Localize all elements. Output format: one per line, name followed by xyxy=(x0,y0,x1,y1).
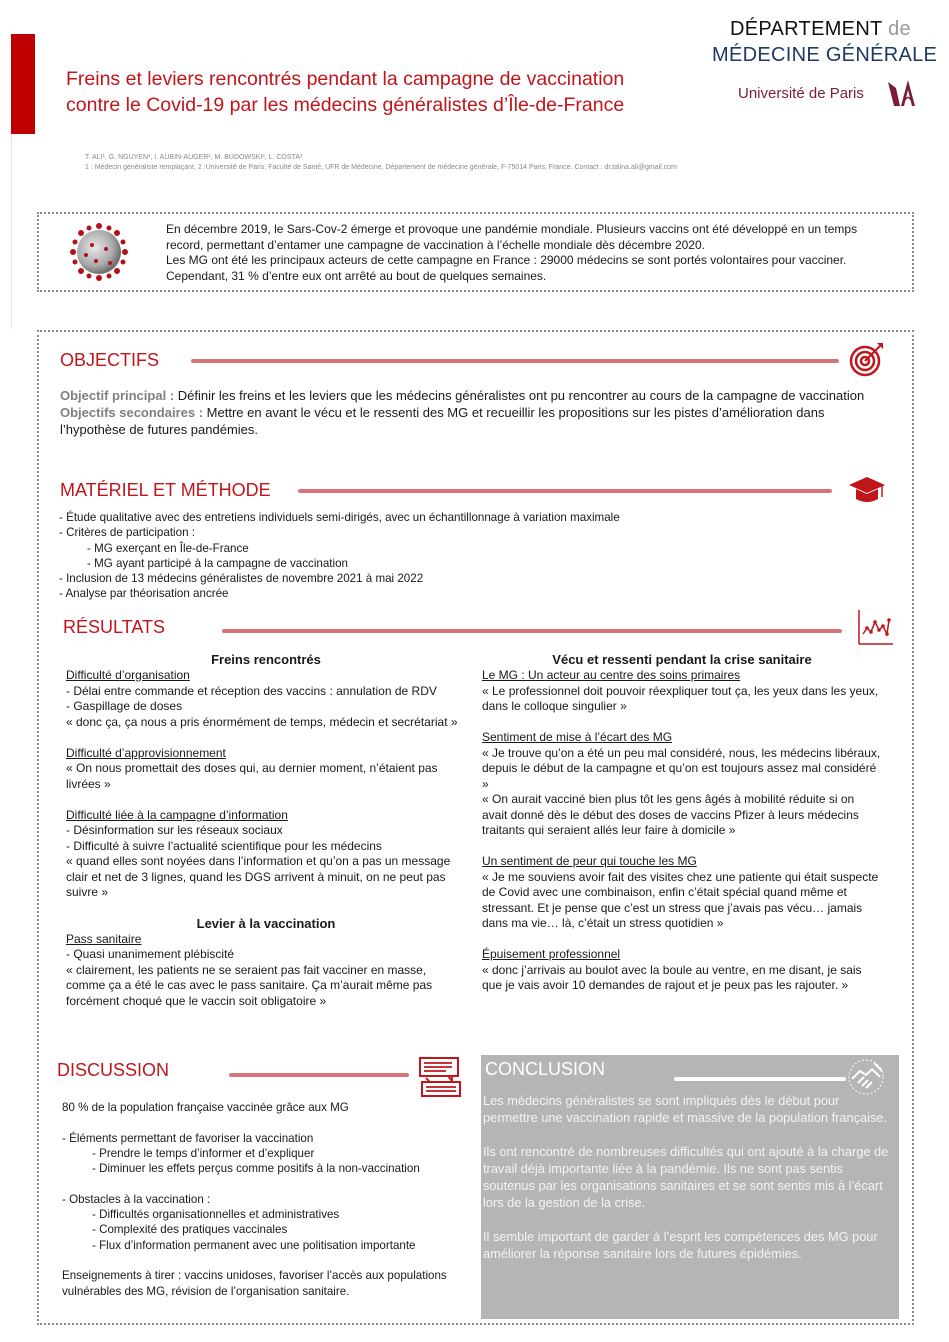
methode-item: - Critères de participation : xyxy=(59,526,195,540)
levier-heading: Levier à la vaccination xyxy=(196,915,336,931)
vecu-quote: « donc j’arrivais au boulot avec la boule au ventre, en me disant, je sais que je vais avoir 10 demandes de rajout et je peux pas les rajouter. » xyxy=(482,962,862,992)
chat-bubbles-icon xyxy=(418,1056,462,1098)
intro-text xyxy=(166,222,906,284)
conclusion-rule xyxy=(674,1077,846,1081)
freins-line: - Gaspillage de doses xyxy=(66,699,183,713)
freins-line: - Délai entre commande et réception des vaccins : annulation de RDV xyxy=(66,683,437,698)
affiliations-line: 1 : Médecin généraliste remplaçant, 2 :Université de Paris, Faculté de Santé, UFR de Médecine, Département de médecine générale, F-75014 Paris, France. Contact : dr.talina.ali@gmail.com xyxy=(85,163,677,171)
logo-line-1 xyxy=(730,18,911,41)
freins-line: - Difficulté à suivre l’actualité scientifique pour les médecins xyxy=(66,838,382,853)
levier-subtitle: Pass sanitaire xyxy=(66,931,142,946)
levier-quote: « clairement, les patients ne se seraient pas fait vacciner en masse, comme ça a été le cas avec le pass sanitaire. Ça m’aurait même pas forcément choqué que le vaccin soit obligatoire » xyxy=(66,962,433,1008)
methode-subitem: - MG exerçant en Île-de-France xyxy=(87,541,249,555)
left-divider xyxy=(11,134,12,329)
handshake-icon xyxy=(846,1057,886,1097)
discussion-subitem: - Difficultés organisationnelles et administratives xyxy=(92,1208,340,1222)
resultats-rule xyxy=(222,629,842,633)
discussion-obstacles-label: - Obstacles à la vaccination : xyxy=(62,1192,211,1206)
objectifs-text xyxy=(60,387,880,438)
discussion-subitem: - Prendre le temps d’informer et d’expliquer xyxy=(92,1146,315,1160)
freins-subtitle: Difficulté liée à la campagne d’information xyxy=(66,807,288,822)
graduation-cap-icon xyxy=(848,475,886,505)
discussion-subitem: - Flux d’information permanent avec une politisation importante xyxy=(92,1238,416,1252)
poster-title xyxy=(66,66,706,118)
freins-quote: « donc ça, ça nous a pris énormément de temps, médecin et secrétariat » xyxy=(66,714,458,729)
resultats-vecu-column xyxy=(482,652,882,994)
objectif-principal-label: Objectif principal : xyxy=(60,388,175,403)
intro-line: Cependant, 31 % d’entre eux ont arrêté au bout de quelques semaines. xyxy=(166,268,547,283)
levier-line: - Quasi unanimement plébiscité xyxy=(66,947,235,961)
freins-quote: « quand elles sont noyées dans l’information et qu’on a pas un message clair et net de 3 lignes, quand les DGS arrivent à minuit, on ne peut pas suivre » xyxy=(66,854,451,899)
methode-item: - Analyse par théorisation ancrée xyxy=(59,587,229,601)
title-line-2: contre le Covid-19 par les médecins généralistes d’Île-de-France xyxy=(66,94,625,116)
objectifs-secondaires-text: Mettre en avant le vécu et le ressenti des MG et recueillir les propositions sur les pistes d’amélioration dans l’hypothèse de futures pandémies. xyxy=(60,405,825,437)
freins-line: - Désinformation sur les réseaux sociaux xyxy=(66,823,283,837)
vecu-subtitle: Sentiment de mise à l’écart des MG xyxy=(482,730,673,744)
objectifs-secondaires-label: Objectifs secondaires : xyxy=(60,405,204,420)
freins-subtitle: Difficulté d’approvisionnement xyxy=(66,745,226,760)
intro-line: record, permettant d’entamer une campagne de vaccination à l’échelle mondiale dès décembre 2020. xyxy=(166,237,705,252)
vecu-heading: Vécu et ressenti pendant la crise sanitaire xyxy=(552,652,812,667)
objectifs-rule xyxy=(191,359,839,363)
logo-departement: DÉPARTEMENT xyxy=(730,18,883,40)
resultats-freins-column xyxy=(66,652,466,1009)
discussion-subitem: - Diminuer les effets perçus comme positifs à la non-vaccination xyxy=(92,1162,420,1176)
title-accent-bar xyxy=(11,34,35,134)
methode-list xyxy=(59,510,620,602)
authors-block xyxy=(85,153,677,172)
vecu-subtitle: Épuisement professionnel xyxy=(482,947,621,961)
resultats-title: RÉSULTATS xyxy=(63,617,166,637)
methode-title: MATÉRIEL ET MÉTHODE xyxy=(60,480,271,500)
conclusion-paragraph: Il semble important de garder à l’esprit les compétences des MG pour améliorer la réponse sanitaire lors de futures épidémies. xyxy=(483,1229,878,1261)
intro-line: Les MG ont été les principaux acteurs de cette campagne en France : 29000 médecins se sont portés volontaires pour vacciner. xyxy=(166,253,847,267)
virus-icon xyxy=(66,219,132,285)
objectif-principal xyxy=(60,387,880,404)
conclusion-title: CONCLUSION xyxy=(485,1059,606,1079)
discussion-intro: 80 % de la population française vaccinée grâce aux MG xyxy=(62,1101,349,1114)
vecu-subtitle: Le MG : Un acteur au centre des soins primaires xyxy=(482,668,741,682)
discussion-rule xyxy=(229,1073,409,1077)
freins-subtitle: Difficulté d’organisation xyxy=(66,668,190,682)
logo-line-3: Université de Paris xyxy=(738,85,864,102)
freins-quote: « On nous promettait des doses qui, au dernier moment, n’étaient pas livrées » xyxy=(66,761,438,791)
discussion-text xyxy=(62,1100,462,1299)
intro-line: En décembre 2019, le Sars-Cov-2 émerge et provoque une pandémie mondiale. Plusieurs vaccins ont été développé en un temps xyxy=(166,222,858,236)
freins-heading: Freins rencontrés xyxy=(211,652,321,667)
conclusion-panel xyxy=(481,1055,899,1319)
line-chart-icon xyxy=(855,608,895,648)
methode-rule xyxy=(298,489,832,493)
discussion-enseignements: Enseignements à tirer : vaccins unidoses, favoriser l’accès aux populations vulnérables des MG, révision de l’organisation sanitaire. xyxy=(62,1269,447,1298)
logo-de: de xyxy=(888,18,911,40)
discussion-title: DISCUSSION xyxy=(57,1060,170,1080)
discussion-subitem: - Complexité des pratiques vaccinales xyxy=(92,1223,288,1237)
conclusion-paragraph: Ils ont rencontré de nombreuses difficultés qui ont ajouté à la charge de travail déjà importante liée à la pandémie. Ils ne sont pas sentis soutenus par les organisations sanitaires et se sont sentis mis à l’écart lors de la gestion de la crise. xyxy=(483,1144,889,1210)
vecu-quote: « Je me souviens avoir fait des visites chez une patiente qui était suspecte de Covid avec une combinaison, enfin c’était spécial quand même et stressant. Et je pense que c’est un stress que j’avais pas vécu… jamais dans ma vie… là, c’était un stress quotidien » xyxy=(482,869,879,930)
vecu-quote: « On aurait vacciné bien plus tôt les gens âgés à mobilité réduite si on avait donné dès le début des doses de vaccins Pfizer à leurs médecins traitants qui seraient allés leur faire à domicile » xyxy=(482,792,859,837)
title-line-1: Freins et leviers rencontrés pendant la campagne de vaccination xyxy=(66,68,625,90)
universite-paris-logo-icon xyxy=(886,78,918,110)
methode-item: - Étude qualitative avec des entretiens individuels semi-dirigés, avec un échantillonnage à variation maximale xyxy=(59,511,620,524)
objectif-principal-text: Définir les freins et les leviers que les médecins généralistes ont pu rencontrer au cours de la campagne de vaccination xyxy=(174,388,865,403)
conclusion-paragraph: Les médecins généralistes se sont impliqués dès le début pour permettre une vaccination rapide et massive de la population française. xyxy=(483,1093,888,1125)
discussion-favoriser-label: - Éléments permettant de favoriser la vaccination xyxy=(62,1131,314,1145)
intro-box-left-border xyxy=(37,212,39,292)
conclusion-text xyxy=(483,1092,895,1262)
vecu-quote: « Le professionnel doit pouvoir réexpliquer tout ça, les yeux dans les yeux, dans le colloque singulier » xyxy=(482,683,879,713)
objectifs-title: OBJECTIFS xyxy=(60,350,160,370)
vecu-quote: « Je trouve qu’on a été un peu mal considéré, nous, les médecins libéraux, depuis le début de la campagne et qu’on est toujours assez mal considéré » xyxy=(482,745,881,791)
authors-line: T. ALI¹, G. NGUYEN¹, I. AUBIN-AUGER², M. BUDOWSKI², L. COSTA² xyxy=(85,154,303,161)
logo-line-2: MÉDECINE GÉNÉRALE xyxy=(712,44,938,66)
vecu-subtitle: Un sentiment de peur qui touche les MG xyxy=(482,854,697,868)
methode-subitem: - MG ayant participé à la campagne de vaccination xyxy=(87,556,349,570)
methode-item: - Inclusion de 13 médecins généralistes de novembre 2021 à mai 2022 xyxy=(59,572,424,586)
target-icon xyxy=(848,340,886,378)
objectifs-secondaires xyxy=(60,404,880,438)
